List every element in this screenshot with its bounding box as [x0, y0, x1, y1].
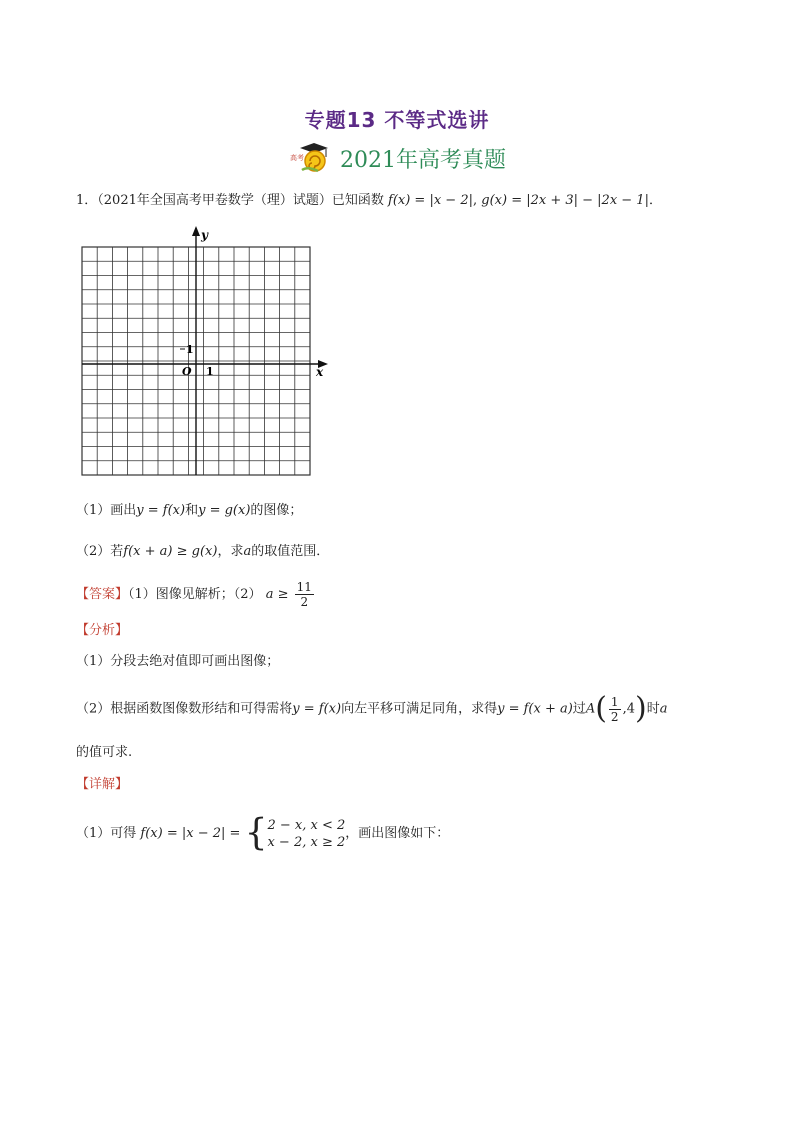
origin-label: O: [182, 365, 192, 378]
subtitle-banner: [0, 142, 794, 174]
y-axis-arrow: [192, 226, 200, 236]
answer-line: 【答案】（1）图像见解析；（2） a ≥ $\frac{11}{2}$: [76, 580, 312, 609]
analysis-line-1: （1）分段去绝对值即可画出图像；: [76, 654, 280, 669]
question-2: （2）若f(x + a) ≥ g(x)，求a的取值范围．: [76, 544, 330, 559]
analysis-label-line: [76, 621, 128, 641]
analysis-label: 【分析】: [76, 623, 129, 638]
x-axis-label: x: [316, 365, 324, 379]
answer-label: 【答案】: [76, 587, 129, 602]
problem-statement: 1．（2021年全国高考甲卷数学（理）试题）已知函数 f(x) = |x − 2|, g(x) = |2x + 3| − |2x − 1|．: [76, 193, 662, 208]
x-tick-label: 1: [206, 365, 214, 378]
analysis-line-3: 的值可求.: [76, 745, 133, 760]
f-definition: f(x) = |x − 2|: [388, 193, 473, 208]
detail-label: 【详解】: [76, 777, 129, 792]
problem-end: ．: [648, 193, 662, 208]
analysis-line-2: （2）根据函数图像数形结和可得需将y = f(x)向左平移可满足同角，求得y = f(x + a)过A( $\frac{1}{2}$ ,4)时a: [76, 691, 668, 726]
problem-source: （2021年全国高考甲卷数学（理）试题）已知函数: [97, 193, 384, 208]
problem-number: 1．: [76, 193, 98, 208]
question-1: （1）画出y = f(x)和y = g(x)的图像；: [76, 503, 303, 518]
coordinate-grid: [72, 222, 334, 484]
y-axis-label: y: [201, 228, 208, 242]
g-definition: g(x) = |2x + 3| − |2x − 1|: [481, 193, 649, 208]
logo-text: 高考: [290, 154, 304, 162]
y-tick-label: 1: [186, 343, 194, 356]
answer-fraction: $\frac{11}{2}$: [296, 580, 312, 609]
detail-label-line: [76, 775, 128, 795]
detail-line-1: （1）可得 f(x) = |x − 2| = { 2 − x, x < 2 x − 2, x ≥ 2 ，画出图像如下：: [76, 812, 450, 854]
piecewise-cases: 2 − x, x < 2 x − 2, x ≥ 2: [267, 817, 346, 850]
subtitle: 2021年高考真题: [340, 147, 506, 173]
page-title: 专题13 不等式选讲: [304, 108, 490, 132]
graduation-cap-snail-icon: [288, 142, 332, 174]
